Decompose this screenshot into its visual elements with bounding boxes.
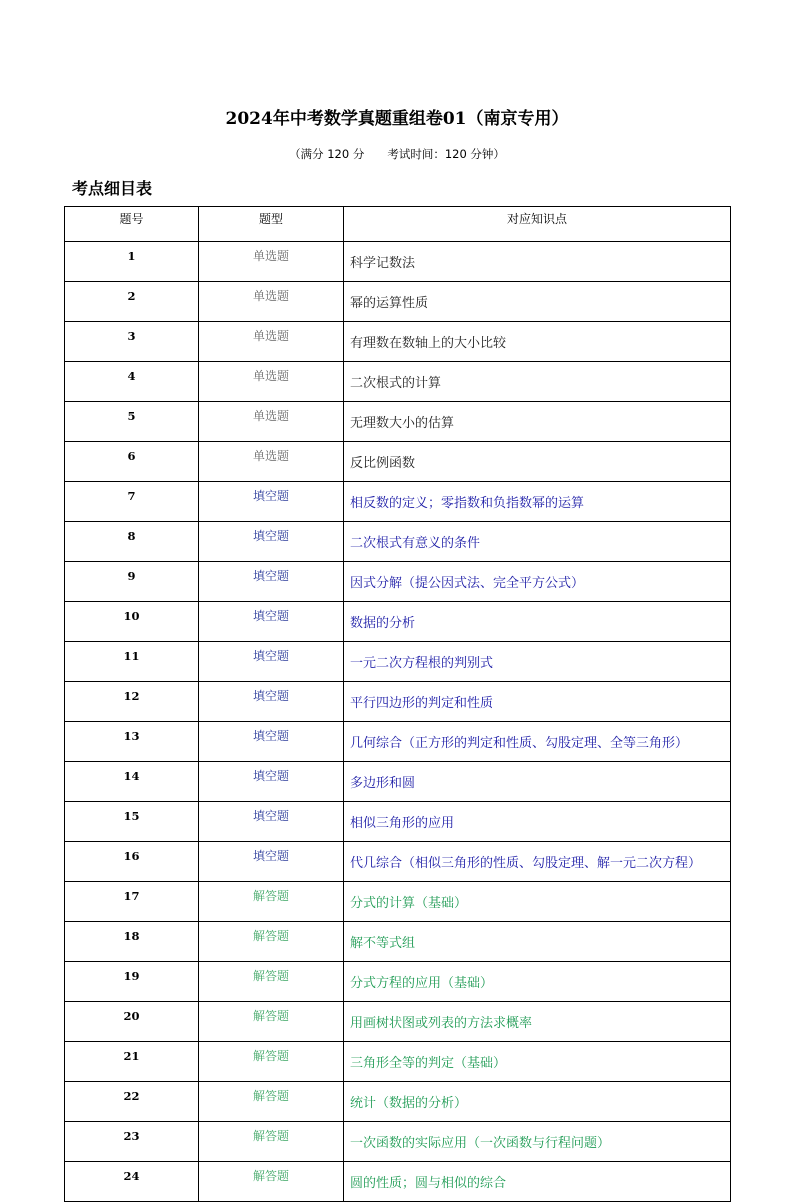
table-row [65, 522, 731, 562]
table-row [65, 802, 731, 842]
table-row [65, 882, 731, 922]
question-type: 填空题 [199, 482, 344, 522]
header-topic: 对应知识点 [344, 207, 731, 242]
table-row [65, 1122, 731, 1162]
table-header-row [65, 207, 731, 242]
header-type: 题型 [199, 207, 344, 242]
section-title: 考点细目表 [72, 179, 153, 198]
question-number: 8 [65, 522, 199, 562]
question-type: 单选题 [199, 282, 344, 322]
topic-table [64, 206, 731, 1202]
question-number: 19 [65, 962, 199, 1002]
knowledge-point: 分式的计算（基础） [344, 882, 731, 922]
knowledge-point: 反比例函数 [344, 442, 731, 482]
knowledge-point: 二次根式有意义的条件 [344, 522, 731, 562]
question-number: 9 [65, 562, 199, 602]
knowledge-point: 几何综合（正方形的判定和性质、勾股定理、全等三角形） [344, 722, 731, 762]
table-row [65, 402, 731, 442]
table-row [65, 1002, 731, 1042]
table-row [65, 442, 731, 482]
question-type: 解答题 [199, 1082, 344, 1122]
knowledge-point: 分式方程的应用（基础） [344, 962, 731, 1002]
question-type: 单选题 [199, 402, 344, 442]
question-number: 12 [65, 682, 199, 722]
question-number: 17 [65, 882, 199, 922]
question-type: 单选题 [199, 362, 344, 402]
question-number: 11 [65, 642, 199, 682]
knowledge-point: 用画树状图或列表的方法求概率 [344, 1002, 731, 1042]
question-type: 解答题 [199, 1122, 344, 1162]
question-type: 填空题 [199, 642, 344, 682]
table-row [65, 242, 731, 282]
table-row [65, 922, 731, 962]
table-row [65, 962, 731, 1002]
question-type: 单选题 [199, 442, 344, 482]
question-type: 填空题 [199, 522, 344, 562]
table-row [65, 682, 731, 722]
question-type: 单选题 [199, 242, 344, 282]
question-type: 填空题 [199, 602, 344, 642]
question-number: 7 [65, 482, 199, 522]
question-type: 解答题 [199, 1162, 344, 1202]
question-number: 5 [65, 402, 199, 442]
question-type: 单选题 [199, 322, 344, 362]
table-row [65, 642, 731, 682]
knowledge-point: 幂的运算性质 [344, 282, 731, 322]
question-number: 6 [65, 442, 199, 482]
question-type: 解答题 [199, 922, 344, 962]
question-type: 填空题 [199, 682, 344, 722]
question-number: 15 [65, 802, 199, 842]
question-number: 21 [65, 1042, 199, 1082]
knowledge-point: 因式分解（提公因式法、完全平方公式） [344, 562, 731, 602]
table-row [65, 602, 731, 642]
question-type: 解答题 [199, 962, 344, 1002]
question-number: 1 [65, 242, 199, 282]
knowledge-point: 一元二次方程根的判别式 [344, 642, 731, 682]
table-row [65, 1082, 731, 1122]
question-type: 解答题 [199, 1042, 344, 1082]
question-number: 13 [65, 722, 199, 762]
question-number: 23 [65, 1122, 199, 1162]
document-title: 2024年中考数学真题重组卷01（南京专用） [225, 109, 569, 129]
table-row [65, 322, 731, 362]
knowledge-point: 多边形和圆 [344, 762, 731, 802]
question-type: 解答题 [199, 882, 344, 922]
knowledge-point: 平行四边形的判定和性质 [344, 682, 731, 722]
knowledge-point: 有理数在数轴上的大小比较 [344, 322, 731, 362]
question-type: 解答题 [199, 1002, 344, 1042]
question-number: 4 [65, 362, 199, 402]
table-row [65, 282, 731, 322]
table-row [65, 762, 731, 802]
question-number: 24 [65, 1162, 199, 1202]
knowledge-point: 无理数大小的估算 [344, 402, 731, 442]
question-number: 20 [65, 1002, 199, 1042]
table-row [65, 1042, 731, 1082]
table-row [65, 842, 731, 882]
table-row [65, 722, 731, 762]
knowledge-point: 相反数的定义；零指数和负指数幂的运算 [344, 482, 731, 522]
header-number: 题号 [65, 207, 199, 242]
question-number: 18 [65, 922, 199, 962]
knowledge-point: 相似三角形的应用 [344, 802, 731, 842]
knowledge-point: 解不等式组 [344, 922, 731, 962]
question-type: 填空题 [199, 802, 344, 842]
knowledge-point: 代几综合（相似三角形的性质、勾股定理、解一元二次方程） [344, 842, 731, 882]
knowledge-point: 数据的分析 [344, 602, 731, 642]
question-type: 填空题 [199, 562, 344, 602]
question-type: 填空题 [199, 842, 344, 882]
question-number: 10 [65, 602, 199, 642]
question-number: 2 [65, 282, 199, 322]
knowledge-point: 三角形全等的判定（基础） [344, 1042, 731, 1082]
question-type: 填空题 [199, 722, 344, 762]
table-row [65, 562, 731, 602]
question-number: 16 [65, 842, 199, 882]
question-type: 填空题 [199, 762, 344, 802]
question-number: 22 [65, 1082, 199, 1122]
knowledge-point: 圆的性质；圆与相似的综合 [344, 1162, 731, 1202]
knowledge-point: 统计（数据的分析） [344, 1082, 731, 1122]
knowledge-point: 二次根式的计算 [344, 362, 731, 402]
question-number: 3 [65, 322, 199, 362]
question-number: 14 [65, 762, 199, 802]
table-row [65, 362, 731, 402]
table-row [65, 1162, 731, 1202]
table-row [65, 482, 731, 522]
knowledge-point: 科学记数法 [344, 242, 731, 282]
knowledge-point: 一次函数的实际应用（一次函数与行程问题） [344, 1122, 731, 1162]
exam-info: （满分 120 分 考试时间：120 分钟） [289, 147, 505, 161]
